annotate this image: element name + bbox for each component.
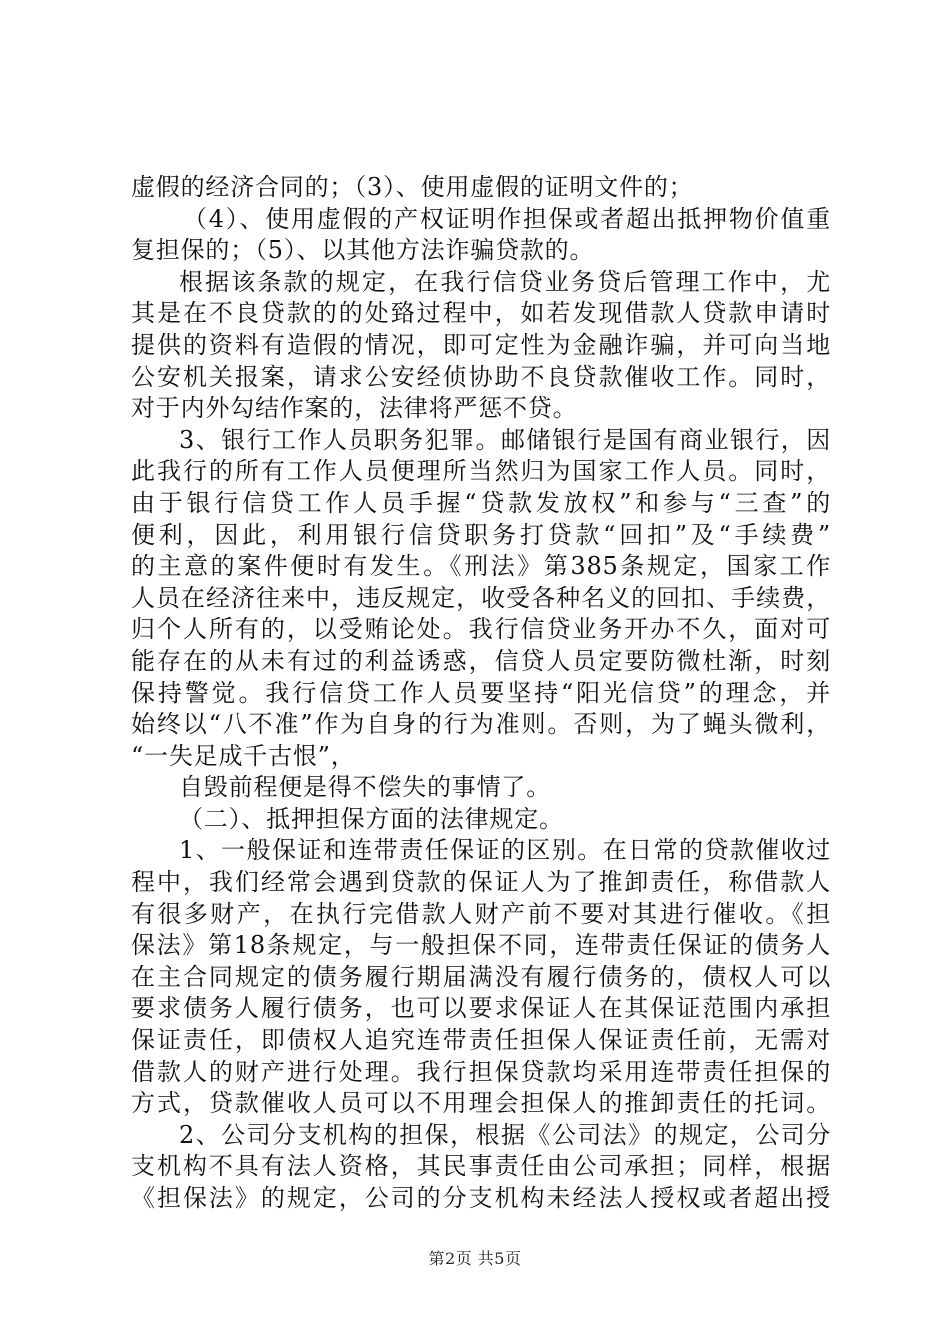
text-line: 始终以“八不准”作为自身的行为准则。否则，为了蝇头微利， bbox=[131, 710, 831, 739]
text-line: 1、一般保证和连带责任保证的区别。在日常的贷款催收过 bbox=[179, 836, 831, 865]
text-line: 复担保的；（5）、以其他方法诈骗贷款的。 bbox=[131, 236, 595, 265]
text-line: 在主合同规定的债务履行期届满没有履行债务的，债权人可以 bbox=[131, 962, 831, 991]
text-line: 有很多财产，在执行完借款人财产前不要对其进行催收。《担 bbox=[131, 899, 831, 928]
text-line: 保法》第18条规定，与一般担保不同，连带责任保证的债务人 bbox=[131, 931, 831, 960]
page-footer: 第2页 共5页 bbox=[428, 1249, 522, 1268]
text-line: 虚假的经济合同的；（3）、使用虚假的证明文件的； bbox=[131, 173, 694, 201]
text-line: 根据该条款的规定，在我行信贷业务贷后管理工作中，尤 bbox=[179, 267, 831, 296]
text-line: 对于内外勾结作案的，法律将严惩不贷。 bbox=[131, 394, 578, 423]
text-line: 方式，贷款催收人员可以不用理会担保人的推卸责任的托词。 bbox=[131, 1089, 831, 1118]
text-line: 《担保法》的规定，公司的分支机构未经法人授权或者超出授 bbox=[131, 1184, 831, 1212]
text-line: （4）、使用虚假的产权证明作担保或者超出抵押物价值重 bbox=[183, 204, 831, 233]
text-line: 保持警觉。我行信贷工作人员要坚持“阳光信贷”的理念，并 bbox=[131, 678, 831, 707]
section-heading: （二）、抵押担保方面的法律规定。 bbox=[179, 804, 564, 833]
text-line: 2、公司分支机构的担保，根据《公司法》的规定，公司分 bbox=[179, 1120, 831, 1149]
document-body bbox=[131, 172, 831, 1215]
text-line: 保证责任，即债权人追究连带责任担保人保证责任前，无需对 bbox=[131, 1026, 831, 1055]
text-line: 公安机关报案，请求公安经侦协助不良贷款催收工作。同时， bbox=[131, 362, 831, 391]
text-line: 其是在不良贷款的的处臵过程中，如若发现借款人贷款申请时 bbox=[131, 299, 831, 328]
text-line: 3、银行工作人员职务犯罪。邮储银行是国有商业银行，因 bbox=[179, 425, 831, 454]
text-line: 的主意的案件便时有发生。《刑法》第385条规定，国家工作 bbox=[131, 552, 831, 581]
text-line: “一失足成千古恨”， bbox=[131, 741, 356, 770]
text-line: 归个人所有的，以受贿论处。我行信贷业务开办不久，面对可 bbox=[131, 615, 831, 644]
text-line: 提供的资料有造假的情况，即可定性为金融诈骗，并可向当地 bbox=[131, 330, 831, 359]
text-line: 要求债务人履行债务，也可以要求保证人在其保证范围内承担 bbox=[131, 994, 831, 1023]
text-line: 此我行的所有工作人员便理所当然归为国家工作人员。同时， bbox=[131, 457, 831, 486]
text-line: 借款人的财产进行处理。我行担保贷款均采用连带责任担保的 bbox=[131, 1057, 831, 1086]
text-line: 能存在的从未有过的利益诱惑，信贷人员定要防微杜渐，时刻 bbox=[131, 646, 831, 675]
text-line: 人员在经济往来中，违反规定，收受各种名义的回扣、手续费， bbox=[131, 583, 831, 612]
text-line: 自毁前程便是得不偿失的事情了。 bbox=[179, 773, 551, 802]
text-line: 由于银行信贷工作人员手握“贷款发放权”和参与“三查”的 bbox=[131, 488, 831, 517]
text-line: 便利，因此，利用银行信贷职务打贷款“回扣”及“手续费” bbox=[131, 520, 831, 549]
text-line: 程中，我们经常会遇到贷款的保证人为了推卸责任，称借款人 bbox=[131, 868, 831, 897]
text-line: 支机构不具有法人资格，其民事责任由公司承担；同样，根据 bbox=[131, 1152, 831, 1181]
